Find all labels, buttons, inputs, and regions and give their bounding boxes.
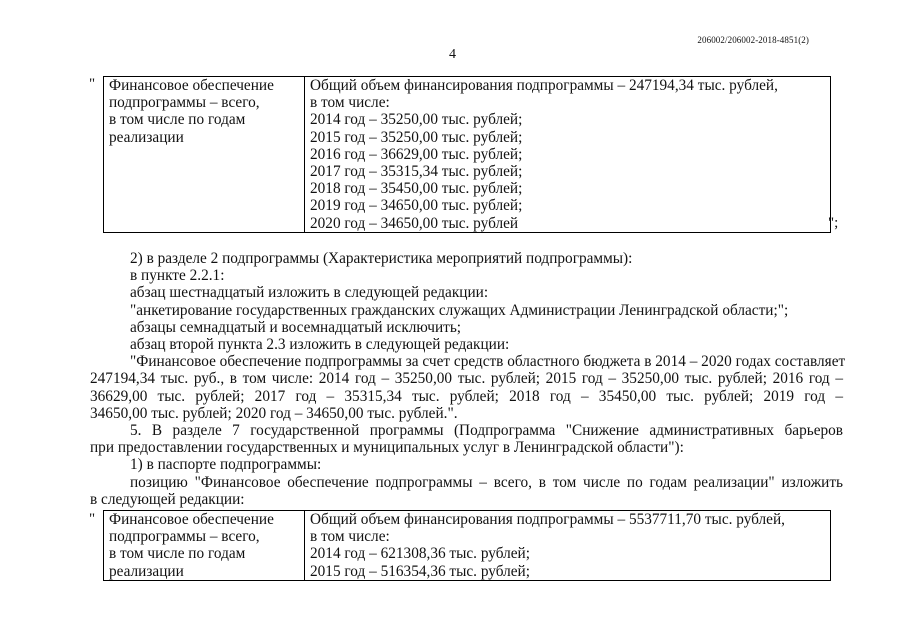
paragraph: 2) в разделе 2 подпрограммы (Характеристика мероприятий подпрограммы): <box>130 250 633 267</box>
table1-value-line: 2014 год – 35250,00 тыс. рублей; <box>310 111 523 129</box>
table2-label-line: Финансовое обеспечение <box>109 511 274 528</box>
table1-value-line: Общий объем финансирования подпрограммы – 247194,34 тыс. рублей, <box>310 77 778 94</box>
paragraph-line: 247194,34 тыс. руб., в том числе: 2014 год – 35250,00 тыс. рублей; 2015 год – 35250,00 тыс. рублей; 2016 год – <box>90 370 843 388</box>
table1-label-line: подпрограммы – всего, <box>109 94 260 112</box>
page-number: 4 <box>449 47 456 62</box>
table1-label-line: реализации <box>109 128 184 146</box>
table2-label-line: в том числе по годам <box>109 545 246 563</box>
table2-label-cell <box>104 511 305 581</box>
paragraph: абзац шестнадцатый изложить в следующей редакции: <box>130 284 489 302</box>
financing-table-1 <box>103 76 831 233</box>
table2-open-quote: " <box>89 511 96 527</box>
paragraph-line: при предоставлении государственных и муниципальных услуг в Ленинградской области"): <box>90 439 684 457</box>
table1-value-cell <box>305 77 831 233</box>
paragraph: абзац второй пункта 2.3 изложить в следующей редакции: <box>130 336 510 354</box>
table2-value-line: в том числе: <box>310 528 390 546</box>
table-row <box>104 77 831 233</box>
table1-value-line: 2018 год – 35450,00 тыс. рублей; <box>310 180 523 198</box>
paragraph: 5. В разделе 7 государственной программы (Подпрограмма "Снижение административных барьеров <box>130 422 843 440</box>
table1-value-line: 2017 год – 35315,34 тыс. рублей; <box>310 163 523 181</box>
paragraph: абзацы семнадцатый и восемнадцатый исключить; <box>130 318 462 336</box>
table1-value-line: 2015 год – 35250,00 тыс. рублей; <box>310 128 523 146</box>
table2-value-cell <box>305 511 831 581</box>
table1-open-quote: " <box>89 76 96 92</box>
table1-close-quote: "; <box>828 215 839 231</box>
table1-value-line: 2020 год – 34650,00 тыс. рублей <box>310 214 519 232</box>
table2-value-line: Общий объем финансирования подпрограммы – 5537711,70 тыс. рублей, <box>310 511 785 528</box>
paragraph: позицию "Финансовое обеспечение подпрограммы – всего, в том числе по годам реализации" изложить <box>130 473 843 491</box>
document-id: 206002/206002-2018-4851(2) <box>697 35 809 45</box>
table1-label-cell <box>104 77 305 233</box>
paragraph: "Финансовое обеспечение подпрограммы за счет средств областного бюджета в 2014 – 2020 годах составляет <box>130 353 846 371</box>
table1-value-line: 2019 год – 34650,00 тыс. рублей; <box>310 197 523 215</box>
table2-label-line: реализации <box>109 562 184 580</box>
table1-label-line: Финансовое обеспечение <box>109 77 274 94</box>
paragraph: "анкетирование государственных гражданских служащих Администрации Ленинградской области;"; <box>130 301 789 319</box>
paragraph-line: 36629,00 тыс. рублей; 2017 год – 35315,34 тыс. рублей; 2018 год – 35450,00 тыс. рублей; 2019 год – <box>90 387 843 405</box>
paragraph: 1) в паспорте подпрограммы: <box>130 456 322 474</box>
paragraph: в пункте 2.2.1: <box>130 267 225 285</box>
table1-value-line: в том числе: <box>310 94 390 112</box>
table1-value-line: 2016 год – 36629,00 тыс. рублей; <box>310 145 523 163</box>
table2-label-line: подпрограммы – всего, <box>109 528 260 546</box>
amendment-text <box>90 250 846 508</box>
paragraph-line: 34650,00 тыс. рублей; 2020 год – 34650,00 тыс. рублей.". <box>90 404 458 422</box>
table-row <box>104 511 831 581</box>
table1-label-line: в том числе по годам <box>109 111 246 129</box>
paragraph-line: в следующей редакции: <box>90 490 245 508</box>
table2-value-line: 2015 год – 516354,36 тыс. рублей; <box>310 562 530 580</box>
table2-value-line: 2014 год – 621308,36 тыс. рублей; <box>310 545 530 563</box>
financing-table-2 <box>103 510 831 581</box>
